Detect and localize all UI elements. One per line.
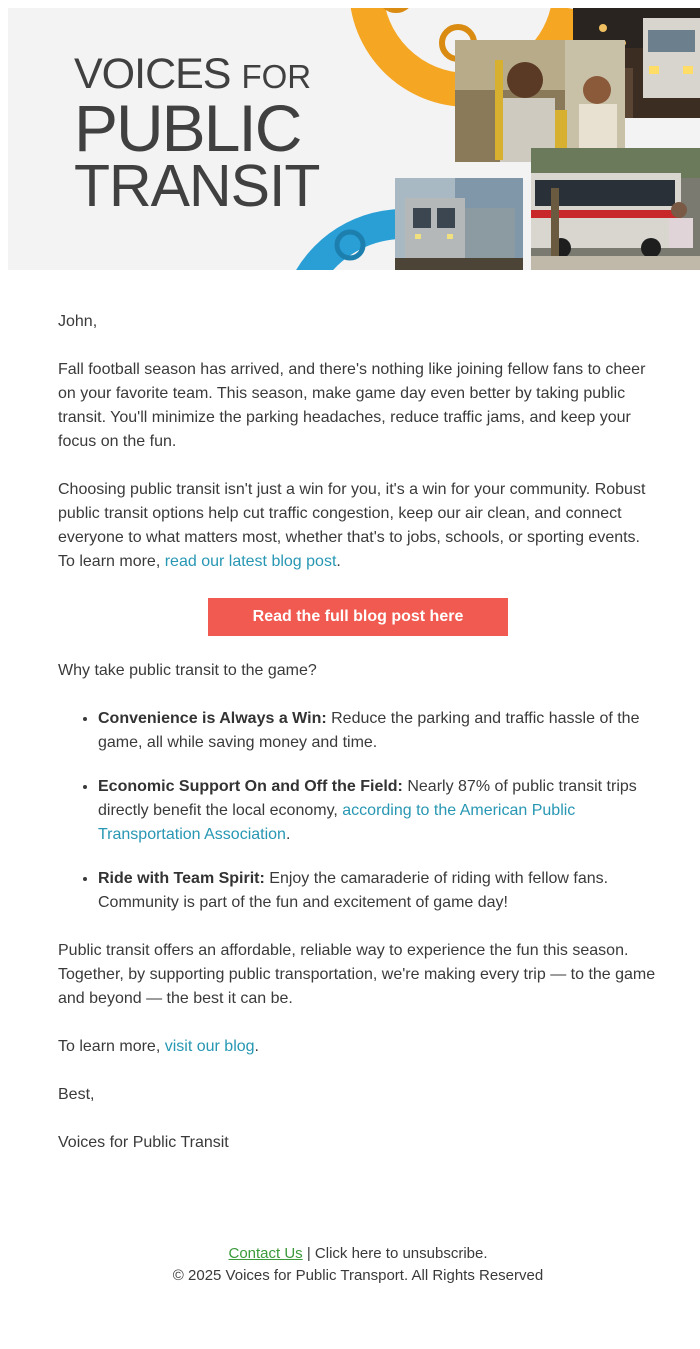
bullet-title: Ride with Team Spirit: [98, 870, 265, 887]
red-bus-accessibility-photo [531, 148, 700, 270]
list-item [98, 775, 658, 847]
bullet-title: Convenience is Always a Win: [98, 710, 327, 727]
bullet-text: Reduce the parking and traffic hassle of the game, all while saving money and time. [98, 710, 640, 751]
learn-more-paragraph [58, 1035, 658, 1059]
read-full-blog-post-button[interactable]: Read the full blog post here [208, 598, 508, 636]
community-paragraph-end: . [336, 553, 341, 570]
list-item [98, 867, 658, 915]
closing-paragraph: Public transit offers an affordable, reliable way to experience the fun this season. Together, by supporting public transportation, we're making every trip — to the game and beyond — the best it can be. [58, 942, 656, 1007]
visit-blog-link[interactable]: visit our blog [164, 1038, 255, 1055]
logo-word-public: PUBLIC [74, 91, 301, 165]
intro-paragraph: Fall football season has arrived, and there's nothing like joining fellow fans to cheer on your favorite team. This season, make game day even better by taking public transit. You'll minimize the parking headaches, reduce traffic jams, and keep your focus on the fun. [58, 361, 646, 450]
elevated-train-photo [395, 178, 523, 270]
logo-word-voices: VOICES [74, 50, 231, 98]
bullet-text: Nearly 87% of public transit trips directly benefit the local economy, [98, 778, 637, 819]
logo-word-for: FOR [241, 58, 312, 95]
footer-links-line [0, 1243, 700, 1265]
question-heading: Why take public transit to the game? [58, 662, 317, 679]
community-paragraph-text: Choosing public transit isn't just a win for you, it's a win for your community. Robust public transit options help cut traffic congestion, keep our air clean, and connect everyone to what matters most, whether that's to jobs, schools, or sporting events. To learn more, [58, 481, 646, 570]
bullet-title: Economic Support On and Off the Field: [98, 778, 403, 795]
apta-source-link[interactable]: according to the American Public Transportation Association [98, 802, 576, 843]
contact-us-link[interactable]: Contact Us [228, 1245, 303, 1262]
logo-word-transit: TRANSIT [74, 153, 320, 219]
learn-more-text: To learn more, [58, 1038, 161, 1055]
signoff: Best, [58, 1086, 95, 1103]
email-footer [0, 1243, 700, 1287]
greeting: John, [58, 313, 98, 330]
header-banner [8, 8, 700, 270]
cta-container [208, 598, 508, 636]
list-item [98, 707, 658, 755]
community-paragraph [58, 478, 658, 574]
voices-for-public-transit-logo [74, 50, 394, 219]
benefits-list [58, 707, 658, 915]
copyright-notice: © 2025 Voices for Public Transport. All Rights Reserved [172, 1267, 544, 1284]
unsubscribe-link[interactable]: | Click here to unsubscribe. [306, 1245, 488, 1262]
bullet-text: Enjoy the camaraderie of riding with fellow fans. Community is part of the fun and excitement of game day! [98, 870, 609, 911]
email-body-lower [58, 659, 658, 1179]
email-body [58, 310, 658, 598]
latest-blog-post-link[interactable]: read our latest blog post [164, 553, 337, 570]
bullet-end: . [285, 826, 291, 843]
signature: Voices for Public Transit [58, 1134, 229, 1151]
bus-passengers-photo [455, 40, 625, 162]
learn-more-end: . [254, 1038, 259, 1055]
